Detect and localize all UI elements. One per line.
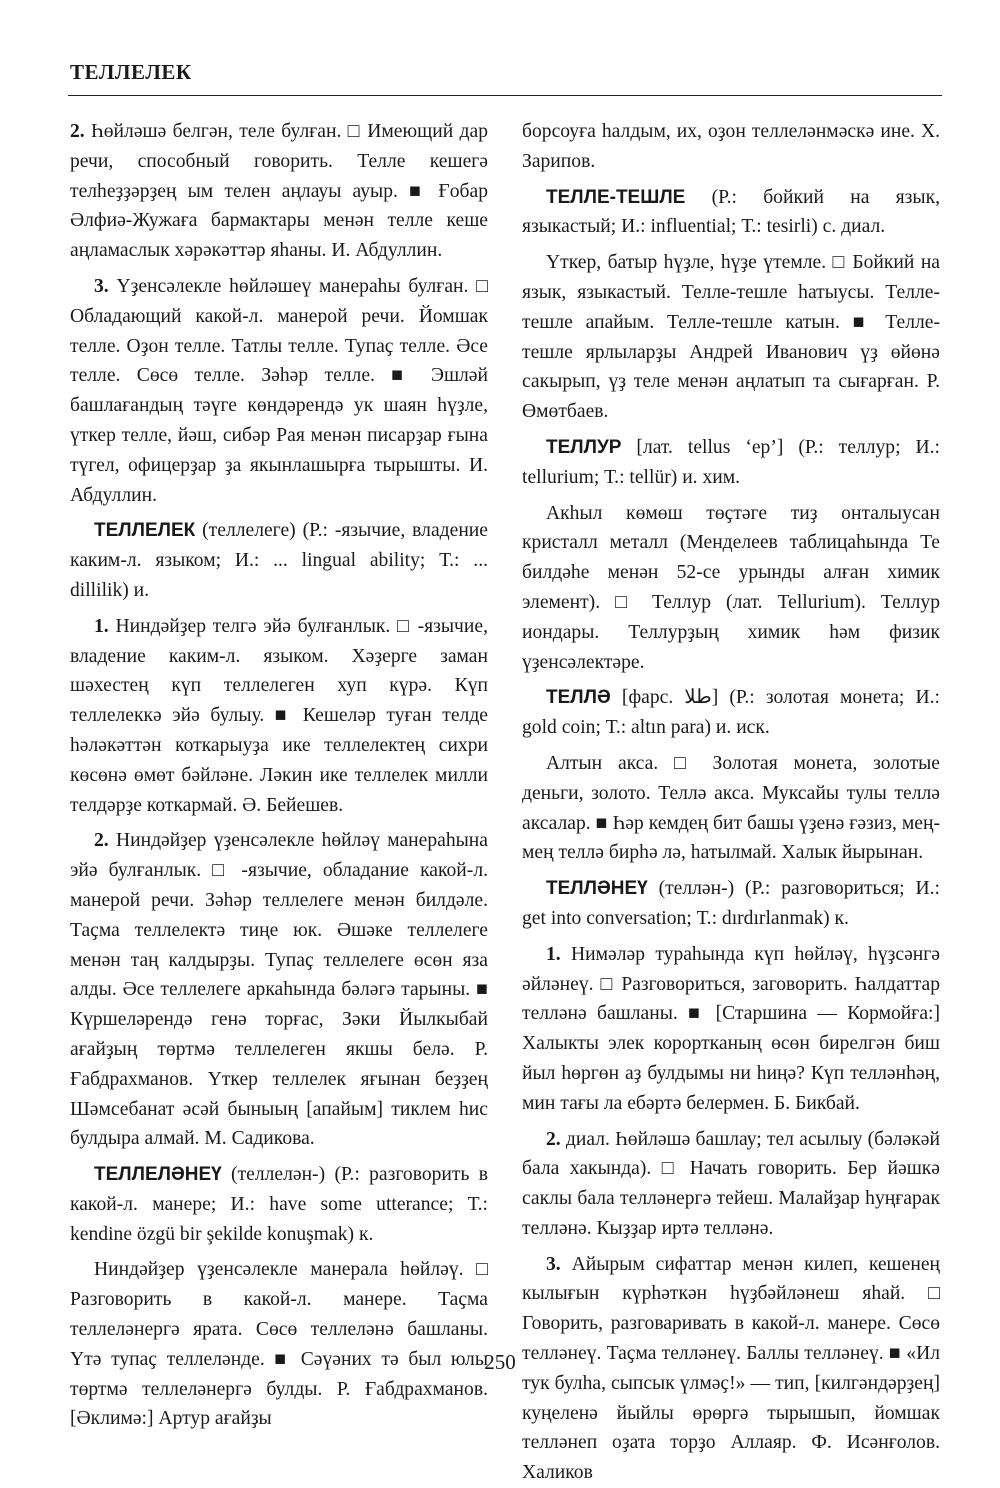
entry-paragraph [70, 117, 488, 266]
running-head: ТЕЛЛЕЛЕК [70, 60, 192, 84]
entry-paragraph [70, 612, 488, 821]
entry-text: борсоуға һалдым, их, оҙон теллеләнмәскә ине. Х. Зарипов. [522, 121, 940, 172]
entry-paragraph [70, 1255, 488, 1434]
entry-paragraph [522, 1125, 940, 1244]
headword: ТЕЛЛЕЛӘНЕҮ [94, 1164, 222, 1186]
sense-number: 2. [94, 830, 109, 852]
entry-text: Алтын акса. □ Золотая монета, золотые деньги, золото. Теллә акса. Муксайы тулы теллә аксалар. ■ Һәр кемдең бит башы үҙенә ғәзиз, мең-мең теллә бирһә лә, һатылмай. Халык йырынан. [522, 752, 940, 864]
entry-text: Айырым сифаттар менән килеп, кешенең кылығын күрһәткән һүҙбәйләнеш яһай. □ Говорить, разговаривать в какой-л. манере. Сөсө телләнеү. Таҫма телләнеү. Баллы телләнеү. ■ «Ил тук булһа, сыпсык үлмәҫ!» — тип, [килгәндәрҙең] куңеленә йыйлы өрөргә тырышып, йомшак телләнеп оҙата торҙо Аллаяр. Ф. Исәнғолов. Халиков [522, 1253, 940, 1484]
entry-paragraph [522, 940, 940, 1119]
page-number: 250 [484, 1350, 516, 1374]
entry-text: Ниндәйҙер телгә эйә булғанлык. □ -язычие, владение каким-л. языком. Хәҙерге заман шәхестең күп теллелеген хуп күрә. Күп теллелеккә эйә булыу. ■ Кешеләр туған телде һәләкәттән коткарыуҙа ике теллелектең сихри көсөнә өмөт бәйләне. Ләкин ике теллелек милли телдәрҙе коткармай. Ә. Бейешев. [70, 615, 488, 816]
sense-number: 3. [94, 275, 109, 297]
entry-text: Һөйләшә белгән, теле булған. □ Имеющий дар речи, способный говорить. Телле кешегә телһеҙҙәрҙең ым телен аңлауы ауыр. ■ Ғобар Әлфиә-Жужаға бармактары менән телле кеше аңламаслык хәрәкәттәр яһаны. И. Абдуллин. [70, 121, 488, 262]
entry-text: Нимәләр тураһында күп һөйләү, һүҙсәнгә әйләнеү. □ Разговориться, заговорить. Һалдаттар телләнә башланы. ■ [Старшина — Кормойға:] Халыкты элек корортканың өсөн бирелгән биш йыл һөргөн аҙ булдымы ни һиңә? Күп телләнһәң, мин тағы ла ебәртә белермен. Б. Бикбай. [522, 943, 940, 1114]
headword: ТЕЛЛЕ-ТЕШЛЕ [546, 186, 686, 208]
entry-text: (Р.: бойкий на язык, языкастый; И.: influential; Т.: tesirli) с. диал. [522, 186, 940, 238]
sense-number: 2. [546, 1128, 561, 1150]
sense-number: 3. [546, 1253, 561, 1275]
entry-paragraph [522, 683, 940, 743]
entry-paragraph [522, 117, 940, 177]
entry-paragraph [522, 248, 940, 427]
sense-number: 1. [94, 615, 109, 637]
entry-text: Үткер, батыр һүҙле, һүҙе үтемле. □ Бойкий на язык, языкастый. Телле-тешле һатыусы. Телле-тешле апайым. Телле-тешле катын. ■ Телле-тешле ярлыларҙы Андрей Иванович үҙ өйөнә сакырып, үҙ теле менән аңлатып та сығарған. Р. Өмөтбаев. [522, 252, 940, 423]
entry-paragraph [522, 433, 940, 493]
right-column [522, 117, 940, 1488]
entry-paragraph [70, 1160, 488, 1249]
entry-text: Ниндәйҙер үҙенсәлекле һөйләү манераһына эйә булғанлык. □ -язычие, обладание какой-л. манерой речи. Зәһәр теллелеге менән билдәле. Таҫма теллелектә тиңе юк. Әшәке теллелеге менән таң калдырҙы. Тупаҫ теллелеге өсөн яза алды. Әсе теллелеге аркаһында бәләгә тарыны. ■ Күршеләрендә генә торғас, Зәки Йылкыбай ағайҙың төртмә теллелеген якшы белә. Р. Ғабдрахманов. Үткер теллелек яғынан беҙҙең Шәмсебанат әсәй быныың [апайым] тиклем һис булдыра алмай. М. Садикова. [70, 830, 488, 1150]
entry-paragraph [522, 183, 940, 243]
entry-text: [лат. tellus ‘ер’] (Р.: теллур; И.: tellurium; Т.: tellür) и. хим. [522, 436, 940, 488]
entry-paragraph [522, 499, 940, 678]
entry-text: Үҙенсәлекле һөйләшеү манераһы булған. □ Обладающий какой-л. манерой речи. Йомшак телле. Оҙон телле. Татлы телле. Тупаҫ телле. Әсе телле. Сөсө телле. Зәһәр телле. ■ Эшләй башлағандың тәүге көндәрендә ук шаян һүҙле, үткер телле, йәш, сибәр Рая менән писарҙар ғына түгел, офицерҙар ҙа якынлашырға тырышты. И. Абдуллин. [70, 275, 488, 506]
left-column [70, 117, 488, 1434]
entry-text: [фарс. طلا] (Р.: золотая монета; И.: gold coin; Т.: altın para) и. иск. [522, 687, 940, 739]
entry-text: Ниндәйҙер үҙенсәлекле манерала һөйләү. □ Разговорить в какой-л. манере. Таҫма теллеләнергә ярата. Сөсө теллеләнә башланы. Үтә тупаҫ теллеләнде. ■ Сәүәних тә был юлы төртмә теллеләнергә булды. Р. Ғабдрахманов. [Әклимә:] Артур ағайҙы [70, 1259, 488, 1430]
entry-text: Акһыл көмөш төҫтәге тиҙ онталыусан кристалл металл (Менделеев таблицаһында Те билдәһе менән 52-се урынды алған химик элемент). □ Теллур (лат. Tellurium). Теллур иондары. Теллурҙың химик һәм физик үҙенсәлектәре. [522, 502, 940, 673]
headword: ТЕЛЛЕЛЕК [94, 520, 196, 542]
entry-text: (теллелеге) (Р.: -язычие, владение каким-л. языком; И.: ... lingual ability; Т.: ... dillilik) и. [70, 520, 488, 601]
entry-paragraph [70, 826, 488, 1154]
header-rule [68, 95, 942, 96]
entry-text: (теллән-) (Р.: разговориться; И.: get into conversation; Т.: dırdırlanmak) к. [522, 878, 940, 929]
entry-paragraph [522, 874, 940, 934]
entry-paragraph [70, 516, 488, 605]
entry-text: диал. Һөйләшә башлау; тел асылыу (бәләкәй бала хакында). □ Начать говорить. Бер йәшкә саклы бала телләнергә тейеш. Малайҙар һуңғарак телләнә. Кыҙҙар иртә телләнә. [522, 1128, 940, 1239]
entry-paragraph [70, 272, 488, 510]
entry-paragraph [522, 749, 940, 868]
headword: ТЕЛЛУР [546, 436, 622, 458]
headword: ТЕЛЛӘНЕҮ [546, 878, 648, 900]
sense-number: 1. [546, 943, 561, 965]
sense-number: 2. [70, 121, 85, 142]
headword: ТЕЛЛӘ [546, 687, 611, 709]
entry-text: (теллелән-) (Р.: разговорить в какой-л. манере; И.: have some utterance; Т.: kendine özgü bir şekilde konuşmak) к. [70, 1164, 488, 1245]
